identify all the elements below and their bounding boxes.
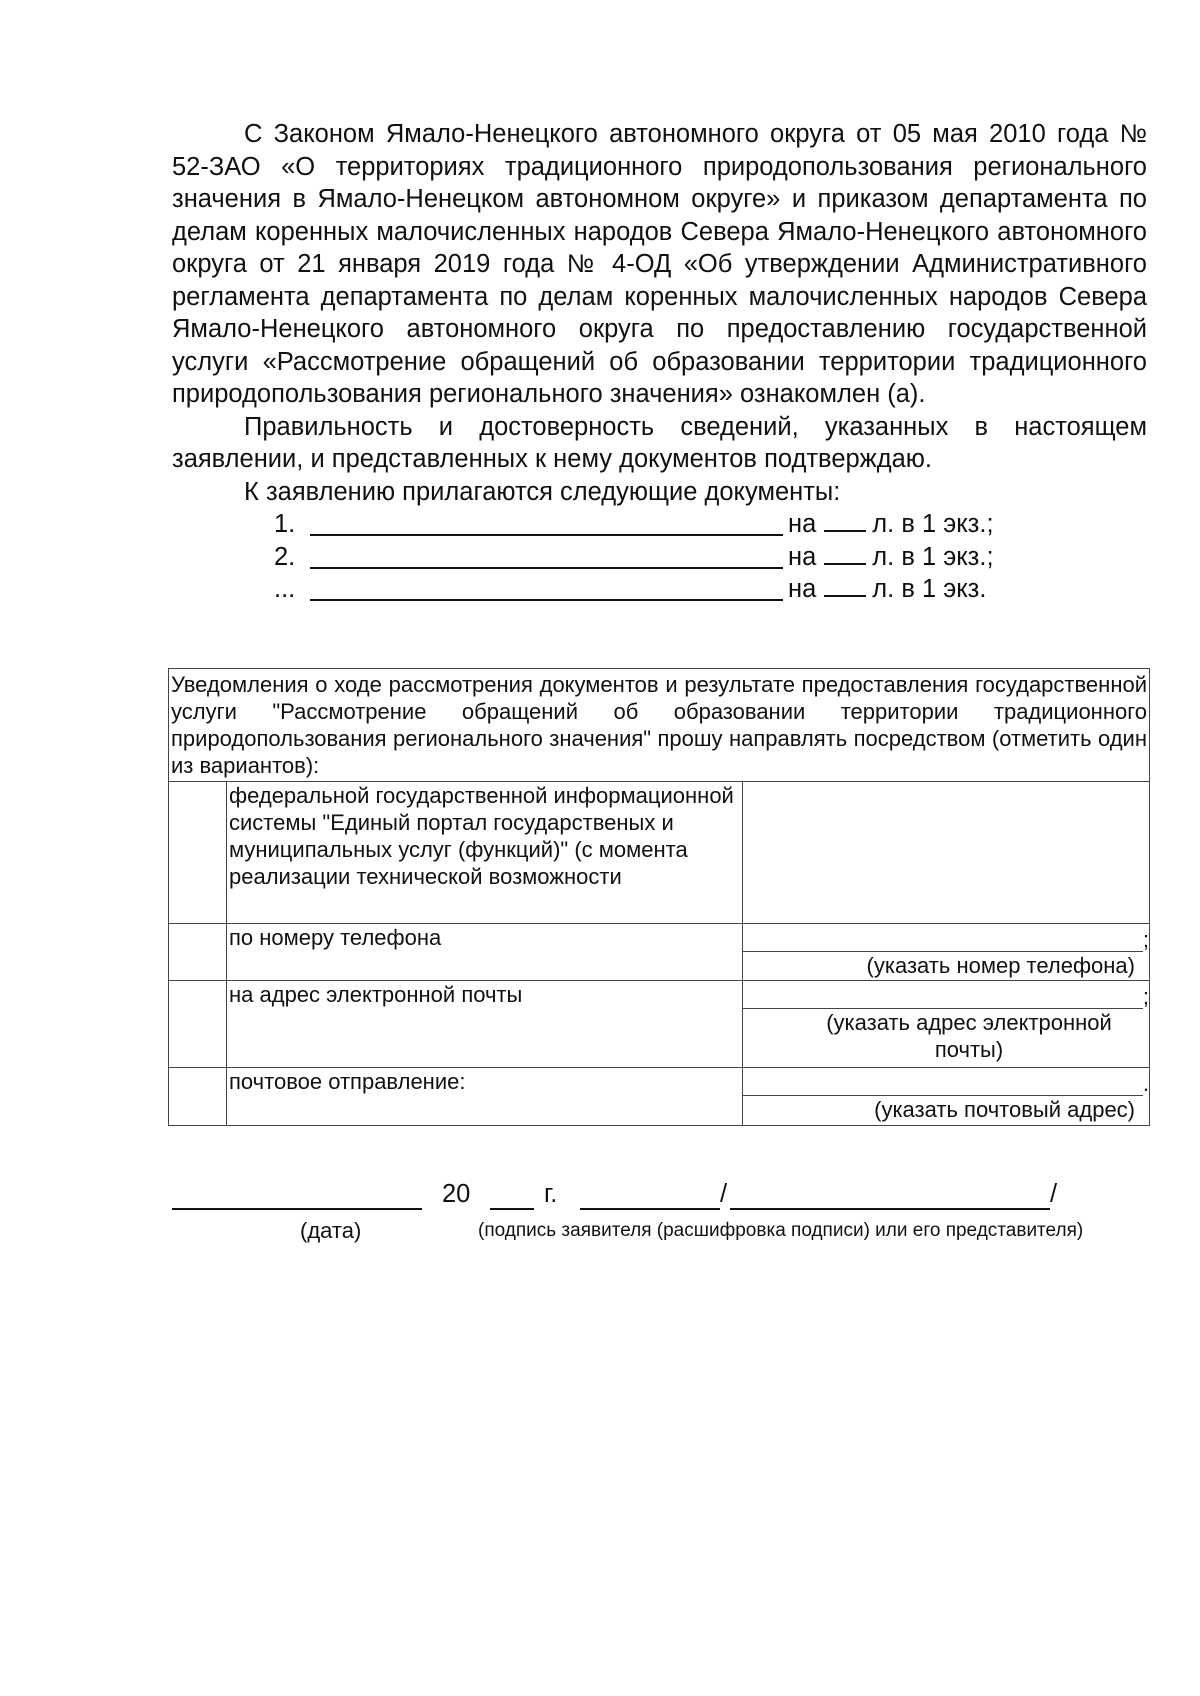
option-value-cell bbox=[743, 782, 1150, 924]
attachment-pages-field[interactable] bbox=[824, 573, 866, 597]
attachment-row bbox=[172, 508, 1147, 541]
post-hint: (указать почтовый адрес) bbox=[874, 1097, 1135, 1122]
post-field-cell bbox=[743, 1068, 1150, 1126]
attachment-pages-field[interactable] bbox=[824, 508, 866, 532]
option-label: федеральной государственной информационной системы "Единый портал государственых и муниципальных услуг (функций)" (с момента реализации технической возможности bbox=[227, 782, 743, 924]
attachment-name-field[interactable] bbox=[310, 567, 783, 569]
option-checkbox-portal[interactable] bbox=[169, 782, 227, 924]
phone-field-cell bbox=[743, 924, 1150, 981]
confirm-paragraph: Правильность и достоверность сведений, указанных в настоящем заявлении, и представленных к нему документов подтверждаю. bbox=[172, 412, 1147, 473]
option-label: почтовое отправление: bbox=[227, 1068, 743, 1126]
option-label: на адрес электронной почты bbox=[227, 981, 743, 1068]
attachment-number: 2. bbox=[274, 542, 296, 571]
table-row bbox=[169, 924, 1150, 981]
signature-slash: / bbox=[720, 1180, 728, 1208]
table-row bbox=[169, 1068, 1150, 1126]
year-prefix: 20 bbox=[442, 1180, 471, 1208]
attachment-tail: л. в 1 экз.; bbox=[872, 510, 994, 538]
option-checkbox-phone[interactable] bbox=[169, 924, 227, 981]
option-label: по номеру телефона bbox=[227, 924, 743, 981]
year-field[interactable] bbox=[490, 1208, 534, 1210]
notification-table bbox=[168, 668, 1150, 1126]
attachment-na: на bbox=[788, 575, 817, 603]
attachment-number: ... bbox=[274, 575, 296, 603]
attachment-na: на bbox=[788, 542, 817, 571]
attachment-tail: л. в 1 экз.; bbox=[872, 542, 994, 571]
post-input-line[interactable]: . bbox=[743, 1068, 1143, 1096]
attachment-row bbox=[172, 573, 1147, 606]
attachment-na: на bbox=[788, 510, 817, 538]
signature-field[interactable] bbox=[580, 1208, 720, 1210]
email-field-cell bbox=[743, 981, 1150, 1068]
attachment-name-field[interactable] bbox=[310, 599, 783, 601]
year-suffix: г. bbox=[544, 1180, 558, 1208]
table-header-row bbox=[169, 669, 1150, 782]
signature-slash-end: / bbox=[1050, 1180, 1058, 1208]
law-paragraph: С Законом Ямало-Ненецкого автономного округа от 05 мая 2010 года № 52-ЗАО «О территориях традиционного природопользования регионального значения в Ямало-Ненецком автономном округе» и приказом департамента по делам коренных малочисленных народов Севера Ямало-Ненецкого автономного округа от 21 января 2019 года № 4-ОД «Об утверждении Административного регламента департамента по делам коренных малочисленных народов Севера Ямало-Ненецкого автономного округа по предоставлению государственной услуги «Рассмотрение обращений об образовании территории традиционного природопользования регионального значения» ознакомлен (а). bbox=[172, 120, 1147, 408]
date-caption: (дата) bbox=[300, 1218, 362, 1243]
attachment-pages-field[interactable] bbox=[824, 541, 866, 565]
attachments-title: К заявлению прилагаются следующие документы: bbox=[244, 477, 841, 506]
phone-hint: (указать номер телефона) bbox=[866, 953, 1135, 978]
date-field[interactable] bbox=[172, 1208, 422, 1210]
attachment-tail: л. в 1 экз. bbox=[872, 575, 987, 603]
table-header: Уведомления о ходе рассмотрения документов и результате предоставления государственной услуги "Рассмотрение обращений об образовании территории традиционного природопользования регионального значения" прошу направлять посредством (отметить один из вариантов): bbox=[169, 669, 1150, 782]
table-row bbox=[169, 782, 1150, 924]
signature-caption: (подпись заявителя (расшифровка подписи) или его представителя) bbox=[478, 1220, 1084, 1241]
attachment-row bbox=[172, 541, 1147, 574]
table-row bbox=[169, 981, 1150, 1068]
signature-decoding-field[interactable] bbox=[730, 1208, 1050, 1210]
attachment-number: 1. bbox=[274, 510, 296, 538]
body-text bbox=[172, 118, 1147, 606]
option-checkbox-post[interactable] bbox=[169, 1068, 227, 1126]
email-hint: (указать адрес электронной почты) bbox=[826, 1010, 1112, 1062]
attachment-name-field[interactable] bbox=[310, 534, 783, 536]
email-input-line[interactable]: ; bbox=[743, 981, 1143, 1009]
phone-input-line[interactable]: ; bbox=[743, 924, 1143, 952]
option-checkbox-email[interactable] bbox=[169, 981, 227, 1068]
